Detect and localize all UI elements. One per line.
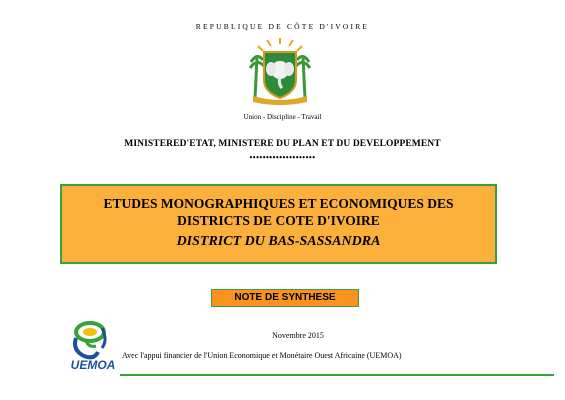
funding-acknowledgement: Avec l'appui financier de l'Union Economique et Monétaire Ouest Africaine (UEMOA) [122, 351, 402, 360]
ministry-name: MINISTERED'ETAT, MINISTERE DU PLAN ET DU DEVELOPPEMENT [124, 139, 441, 149]
document-title: ETUDES MONOGRAPHIQUES ET ECONOMIQUES DES DISTRICTS DE COTE D'IVOIRE [103, 196, 454, 228]
publication-date: Novembre 2015 [272, 331, 324, 340]
national-motto: Union - Discipline - Travail [243, 113, 322, 121]
note-de-synthese-label: NOTE DE SYNTHESE [211, 289, 359, 307]
uemoa-logo-text: UEMOA [70, 358, 116, 372]
coat-of-arms-icon [247, 38, 313, 106]
republic-heading: REPUBLIQUE DE CÔTE D'IVOIRE [195, 22, 370, 31]
district-title: DISTRICT DU BAS-SASSANDRA [176, 234, 381, 249]
dotted-separator: •••••••••••••••••••• [249, 153, 316, 162]
footer-rule [120, 374, 554, 376]
title-box [60, 184, 497, 264]
